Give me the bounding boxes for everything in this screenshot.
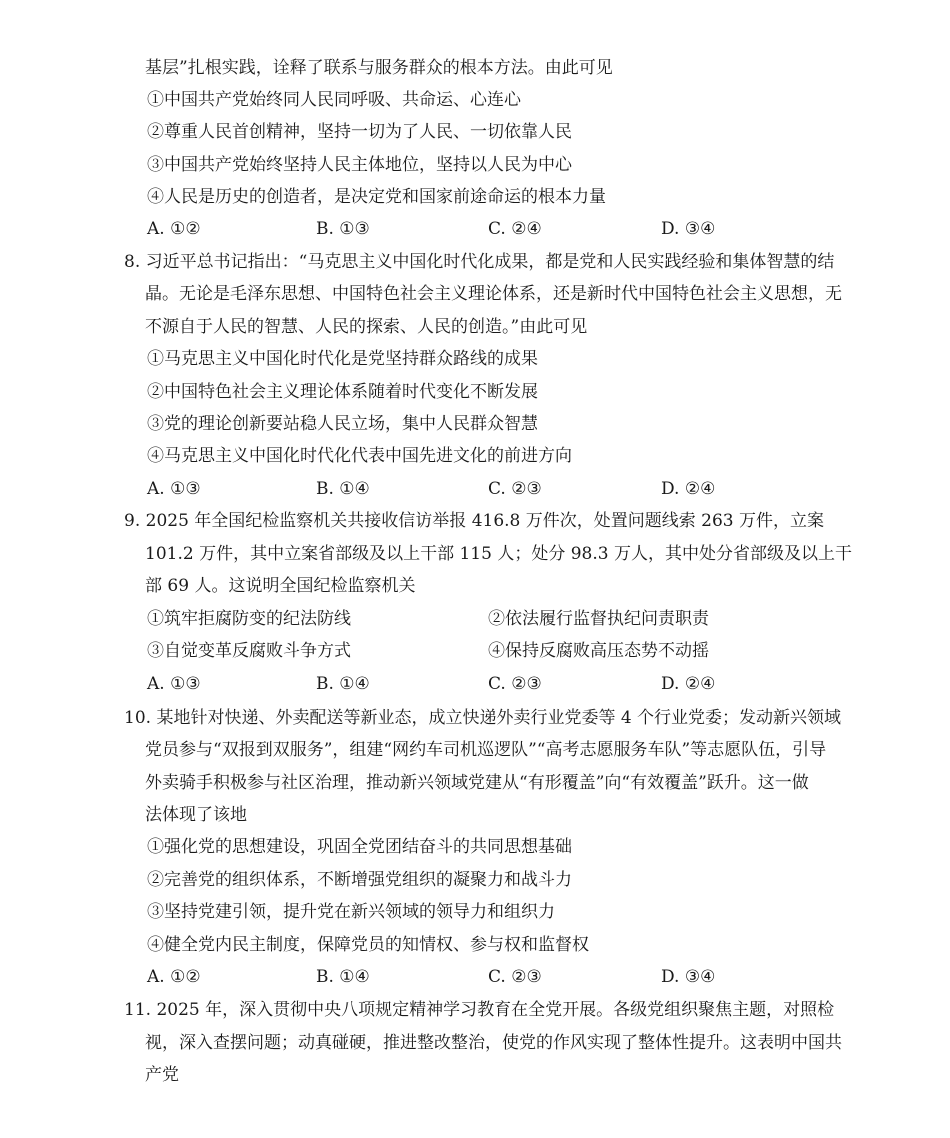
q7-option-4: ④人民是历史的创造者，是决定党和国家前途命运的根本力量 (147, 187, 606, 207)
q9-stem-line-2: 101.2 万件，其中立案省部级及以上干部 115 人；处分 98.3 万人，其中处分省部级及以上干 (145, 544, 852, 564)
q8-stem-line-2: 晶。无论是毛泽东思想、中国特色社会主义理论体系，还是新时代中国特色社会主义思想，无 (145, 284, 842, 304)
q9-option-4: ④保持反腐败高压态势不动摇 (488, 641, 709, 661)
q9-choice-c: C. ②③ (488, 674, 542, 694)
q9-option-2: ②依法履行监督执纪问责职责 (488, 609, 709, 629)
q9-choice-a: A. ①③ (147, 674, 201, 694)
q8-stem-line-3: 不源自于人民的智慧、人民的探索、人民的创造。”由此可见 (145, 317, 588, 337)
q7-choice-c: C. ②④ (488, 219, 542, 239)
q10-choice-d: D. ③④ (661, 967, 716, 987)
q8-choice-d: D. ②④ (661, 479, 716, 499)
q9-stem-line-1: 9. 2025 年全国纪检监察机关共接收信访举报 416.8 万件次，处置问题线索 263 万件，立案 (124, 511, 825, 531)
q11-stem-line-2: 视，深入查摆问题；动真碰硬，推进整改整治，使党的作风实现了整体性提升。这表明中国共 (145, 1033, 842, 1053)
q8-option-4: ④马克思主义中国化时代化代表中国先进文化的前进方向 (147, 446, 572, 466)
q10-choice-b: B. ①④ (316, 967, 370, 987)
q7-option-3: ③中国共产党始终坚持人民主体地位，坚持以人民为中心 (147, 155, 572, 175)
q10-stem-line-1: 10. 某地针对快递、外卖配送等新业态，成立快递外卖行业党委等 4 个行业党委；发动新兴领域 (124, 708, 842, 728)
q10-choice-a: A. ①② (147, 967, 201, 987)
q9-choice-d: D. ②④ (661, 674, 716, 694)
q8-option-3: ③党的理论创新要站稳人民立场，集中人民群众智慧 (147, 414, 538, 434)
q7-choice-d: D. ③④ (661, 219, 716, 239)
q7-option-2: ②尊重人民首创精神，坚持一切为了人民、一切依靠人民 (147, 122, 572, 142)
q8-option-1: ①马克思主义中国化时代化是党坚持群众路线的成果 (147, 349, 538, 369)
q8-choice-c: C. ②③ (488, 479, 542, 499)
q10-choice-c: C. ②③ (488, 967, 542, 987)
q9-option-3: ③自觉变革反腐败斗争方式 (147, 641, 351, 661)
q10-stem-line-2: 党员参与“双报到双服务”，组建“网约车司机巡逻队”“高考志愿服务车队”等志愿队伍，引导 (145, 740, 827, 760)
q7-option-1: ①中国共产党始终同人民同呼吸、共命运、心连心 (147, 90, 521, 110)
q10-stem-line-4: 法体现了该地 (145, 805, 247, 825)
q10-option-4: ④健全党内民主制度，保障党员的知情权、参与权和监督权 (147, 935, 589, 955)
q8-choice-a: A. ①③ (147, 479, 201, 499)
q9-stem-line-3: 部 69 人。这说明全国纪检监察机关 (145, 576, 416, 596)
q7-stem-continuation: 基层”扎根实践，诠释了联系与服务群众的根本方法。由此可见 (145, 58, 613, 78)
q8-choice-b: B. ①④ (316, 479, 370, 499)
q10-option-1: ①强化党的思想建设，巩固全党团结奋斗的共同思想基础 (147, 837, 572, 857)
q8-option-2: ②中国特色社会主义理论体系随着时代变化不断发展 (147, 382, 538, 402)
q8-stem-line-1: 8. 习近平总书记指出：“马克思主义中国化时代化成果，都是党和人民实践经验和集体智慧的结 (124, 252, 835, 272)
q7-choice-b: B. ①③ (316, 219, 370, 239)
q11-stem-line-1: 11. 2025 年，深入贯彻中央八项规定精神学习教育在全党开展。各级党组织聚焦主题，对照检 (124, 1000, 835, 1020)
q10-option-2: ②完善党的组织体系，不断增强党组织的凝聚力和战斗力 (147, 870, 572, 890)
q7-choice-a: A. ①② (147, 219, 201, 239)
q11-stem-line-3: 产党 (145, 1065, 179, 1085)
q9-choice-b: B. ①④ (316, 674, 370, 694)
q10-stem-line-3: 外卖骑手积极参与社区治理，推动新兴领域党建从“有形覆盖”向“有效覆盖”跃升。这一做 (145, 773, 809, 793)
q10-option-3: ③坚持党建引领，提升党在新兴领域的领导力和组织力 (147, 902, 555, 922)
q9-option-1: ①筑牢拒腐防变的纪法防线 (147, 609, 351, 629)
